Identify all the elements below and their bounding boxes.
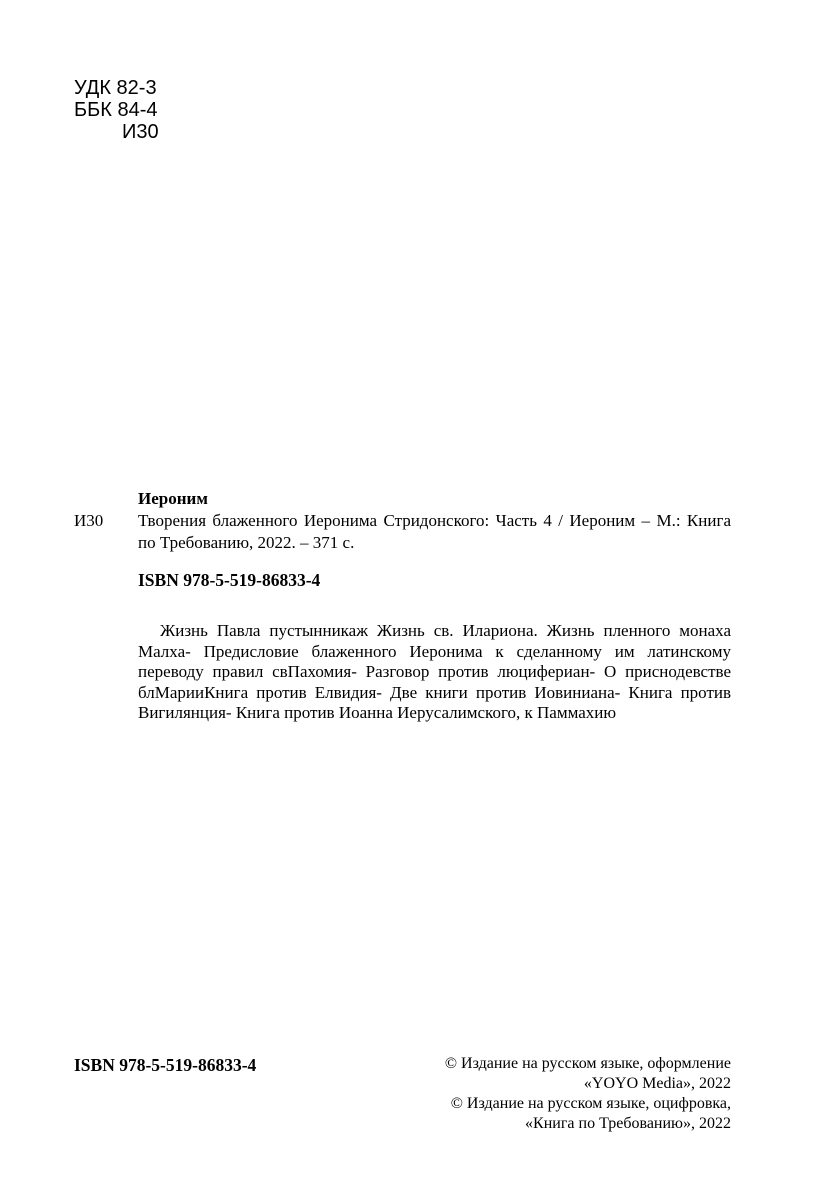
record-code: И30 xyxy=(74,511,104,530)
annotation-text: Жизнь Павла пустынникаж Жизнь св. Илариона. Жизнь пленного монаха Малха- Предисловие блаженного Иеронима к сделанному им латинскому переводу правил свПахомия- Разговор против люцифериан- О приснодевстве блМарииКнига против Елвидия- Две книги против Иовиниана- Книга против Вигилянция- Книга против Иоанна Иерусалимского, к Паммахию xyxy=(138,621,731,722)
bibliographic-record xyxy=(74,488,731,591)
record-description: Творения блаженного Иеронима Стридонского: Часть 4 / Иероним – М.: Книга по Требованию, 2022. – 371 с. xyxy=(138,511,731,552)
footer-isbn: ISBN 978-5-519-86833-4 xyxy=(74,1055,257,1075)
record-isbn: ISBN 978-5-519-86833-4 xyxy=(138,570,321,590)
bbk-code: ББК 84-4 xyxy=(74,99,158,121)
copyright-line: © Издание на русском языке, оцифровка, xyxy=(450,1095,731,1112)
author-name: Иероним xyxy=(138,489,208,508)
classification-codes xyxy=(74,77,159,143)
copyright-line: «Книга по Требованию», 2022 xyxy=(525,1115,731,1132)
author-mark: И30 xyxy=(122,121,159,143)
copyright-block xyxy=(371,1054,731,1134)
udk-code: УДК 82-3 xyxy=(74,77,157,99)
copyright-line: © Издание на русском языке, оформление xyxy=(444,1055,731,1072)
copyright-line: «YOYO Media», 2022 xyxy=(583,1075,731,1092)
